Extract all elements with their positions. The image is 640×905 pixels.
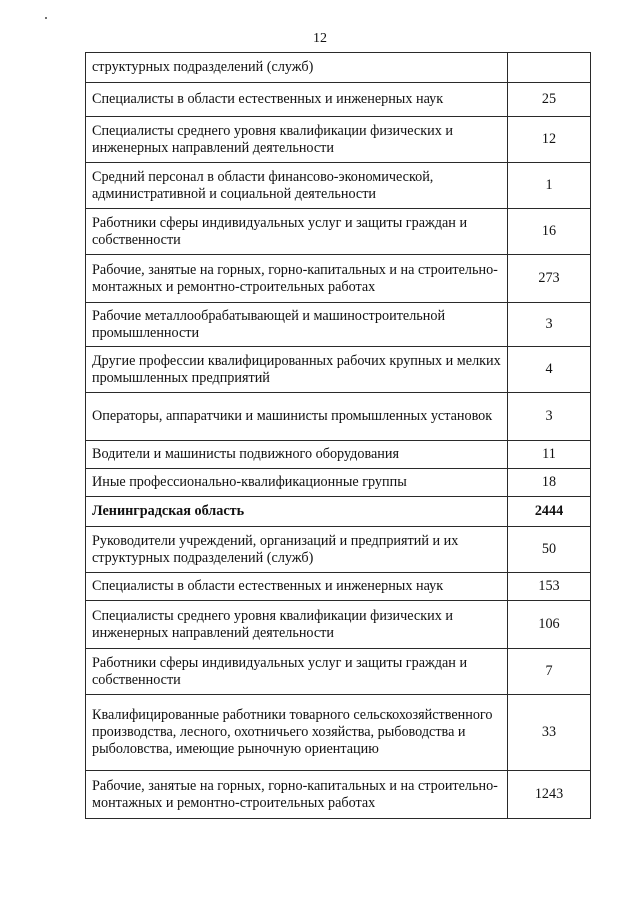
table-row: [86, 527, 591, 573]
table-row: [86, 441, 591, 469]
row-label: Квалифицированные работники товарного сельскохозяйственного производства, лесного, охотничьего хозяйства, рыбоводства и рыболовства, имеющие рыночную ориентацию: [86, 695, 508, 771]
table-row: [86, 209, 591, 255]
table-row: [86, 255, 591, 303]
table-row: [86, 601, 591, 649]
data-table: [85, 52, 591, 819]
page-number: 12: [313, 31, 327, 46]
row-value: 50: [508, 527, 591, 573]
table-row: [86, 53, 591, 83]
row-value: 1243: [508, 771, 591, 819]
table-body: [86, 53, 591, 819]
row-value: 1: [508, 163, 591, 209]
row-label: Руководители учреждений, организаций и предприятий и их структурных подразделений (служб): [86, 527, 508, 573]
row-value: 18: [508, 469, 591, 497]
row-value: 3: [508, 393, 591, 441]
row-label: Ленинградская область: [86, 497, 508, 527]
table-row: [86, 695, 591, 771]
table-row: [86, 393, 591, 441]
row-label: Рабочие, занятые на горных, горно-капитальных и на строительно-монтажных и ремонтно-строительных работах: [86, 771, 508, 819]
row-value: 16: [508, 209, 591, 255]
row-label: Рабочие металлообрабатывающей и машиностроительной промышленности: [86, 303, 508, 347]
row-value: 4: [508, 347, 591, 393]
row-label: Рабочие, занятые на горных, горно-капитальных и на строительно-монтажных и ремонтно-строительных работах: [86, 255, 508, 303]
row-value: 11: [508, 441, 591, 469]
table-row: [86, 497, 591, 527]
table-row: [86, 469, 591, 497]
table-row: [86, 117, 591, 163]
row-label: Специалисты в области естественных и инженерных наук: [86, 573, 508, 601]
row-value: 2444: [508, 497, 591, 527]
row-value: 33: [508, 695, 591, 771]
row-label: Специалисты среднего уровня квалификации физических и инженерных направлений деятельности: [86, 117, 508, 163]
row-label: Средний персонал в области финансово-экономической, административной и социальной деятельности: [86, 163, 508, 209]
row-value: 12: [508, 117, 591, 163]
row-label: Специалисты в области естественных и инженерных наук: [86, 83, 508, 117]
row-label: Специалисты среднего уровня квалификации физических и инженерных направлений деятельности: [86, 601, 508, 649]
table-row: [86, 649, 591, 695]
table-row: [86, 163, 591, 209]
scan-speck: [45, 17, 47, 19]
row-label: Другие профессии квалифицированных рабочих крупных и мелких промышленных предприятий: [86, 347, 508, 393]
table-row: [86, 83, 591, 117]
row-value: 106: [508, 601, 591, 649]
row-value: 273: [508, 255, 591, 303]
row-value: [508, 53, 591, 83]
row-label: Работники сферы индивидуальных услуг и защиты граждан и собственности: [86, 649, 508, 695]
table-row: [86, 347, 591, 393]
row-value: 25: [508, 83, 591, 117]
row-value: 7: [508, 649, 591, 695]
row-value: 153: [508, 573, 591, 601]
row-label: Работники сферы индивидуальных услуг и защиты граждан и собственности: [86, 209, 508, 255]
table-row: [86, 573, 591, 601]
row-label: Операторы, аппаратчики и машинисты промышленных установок: [86, 393, 508, 441]
table-row: [86, 303, 591, 347]
row-label: Водители и машинисты подвижного оборудования: [86, 441, 508, 469]
table-row: [86, 771, 591, 819]
row-label: Иные профессионально-квалификационные группы: [86, 469, 508, 497]
row-label: структурных подразделений (служб): [86, 53, 508, 83]
row-value: 3: [508, 303, 591, 347]
